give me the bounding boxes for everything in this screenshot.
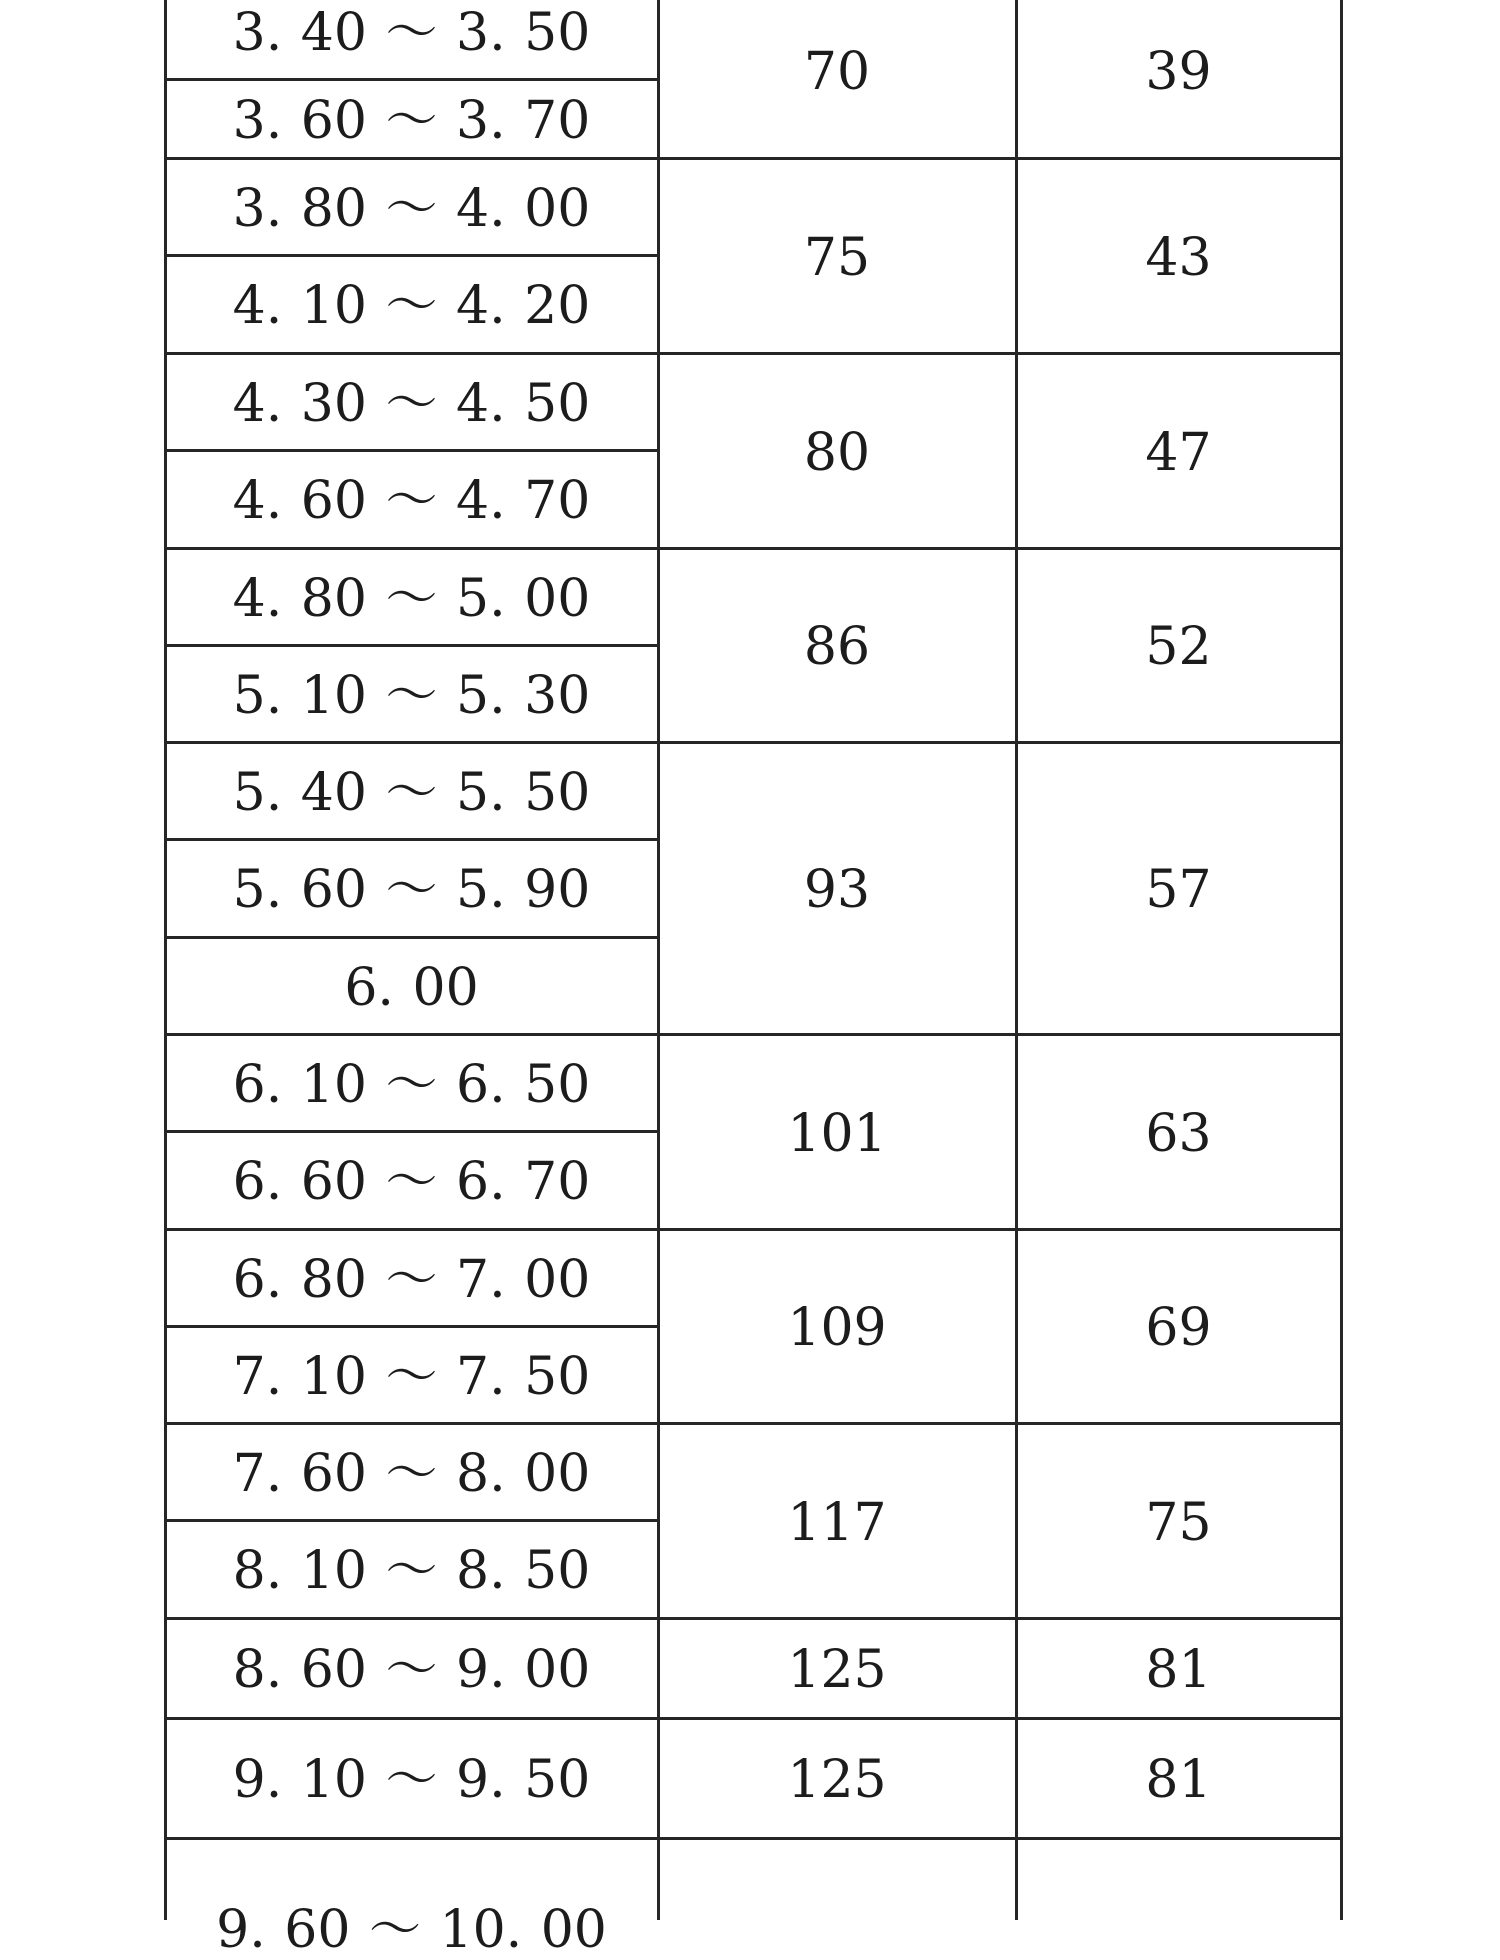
group-divider: [165, 1033, 1341, 1036]
range-cell: 4. 30 ～ 4. 50: [232, 373, 591, 434]
range-cell: 4. 10 ～ 4. 20: [232, 276, 591, 336]
value-cell-col2: 125: [787, 1640, 887, 1700]
value-cell-col2: 86: [803, 617, 871, 677]
value-cell-col2: 109: [787, 1298, 887, 1358]
range-cell: 7. 60 ～ 8. 00: [232, 1443, 591, 1504]
range-cell: 3. 60 ～ 3. 70: [232, 90, 591, 151]
value-cell-col2: 75: [803, 227, 871, 288]
range-cell: 3. 40 ～ 3. 50: [232, 2, 591, 63]
value-cell-col2: 117: [787, 1492, 887, 1553]
row-divider: [165, 936, 658, 939]
value-cell-col3: 43: [1145, 227, 1212, 288]
range-cell: 9. 60 ～ 10. 00: [216, 1900, 607, 1960]
group-divider: [165, 547, 1341, 550]
range-cell: 3. 80 ～ 4. 00: [232, 178, 591, 239]
range-cell: 5. 10 ～ 5. 30: [232, 665, 591, 726]
group-divider: [165, 352, 1341, 355]
table-right-border: [1340, 0, 1343, 1920]
value-cell-col3: 81: [1145, 1750, 1212, 1810]
range-cell: 6. 00: [344, 957, 479, 1018]
value-cell-col2: 125: [787, 1750, 887, 1810]
value-cell-col2: 93: [803, 860, 871, 920]
group-divider: [165, 1617, 1341, 1620]
value-cell-col3: 63: [1145, 1103, 1212, 1164]
value-cell-col2: 80: [803, 422, 871, 483]
value-cell-col3: 39: [1145, 42, 1212, 102]
range-cell: 6. 80 ～ 7. 00: [232, 1249, 591, 1310]
range-cell: 4. 80 ～ 5. 00: [232, 568, 591, 629]
range-cell: 6. 60 ～ 6. 70: [232, 1152, 591, 1212]
group-divider: [165, 1717, 1341, 1720]
value-cell-col3: 69: [1145, 1298, 1212, 1358]
group-divider: [165, 1422, 1341, 1425]
range-cell: 8. 60 ～ 9. 00: [232, 1640, 591, 1700]
range-cell: 8. 10 ～ 8. 50: [232, 1541, 591, 1601]
value-cell-col3: 52: [1145, 617, 1212, 677]
value-cell-col3: 47: [1145, 422, 1212, 483]
range-cell: 4. 60 ～ 4. 70: [232, 471, 591, 531]
group-divider: [165, 157, 1341, 160]
value-cell-col3: 57: [1145, 860, 1212, 920]
range-cell: 5. 40 ～ 5. 50: [232, 762, 591, 823]
column-divider-2: [1015, 0, 1018, 1920]
range-cell: 7. 10 ～ 7. 50: [232, 1346, 591, 1407]
value-cell-col2: 70: [803, 42, 871, 102]
row-divider: [165, 838, 658, 841]
range-cell: 9. 10 ～ 9. 50: [232, 1750, 591, 1810]
group-divider: [165, 1837, 1341, 1840]
group-divider: [165, 1228, 1341, 1231]
value-cell-col2: 101: [787, 1103, 887, 1164]
group-divider: [165, 741, 1341, 744]
range-cell: 5. 60 ～ 5. 90: [232, 860, 591, 920]
value-cell-col3: 75: [1145, 1492, 1212, 1553]
range-cell: 6. 10 ～ 6. 50: [232, 1054, 591, 1115]
value-cell-col3: 81: [1145, 1640, 1212, 1700]
